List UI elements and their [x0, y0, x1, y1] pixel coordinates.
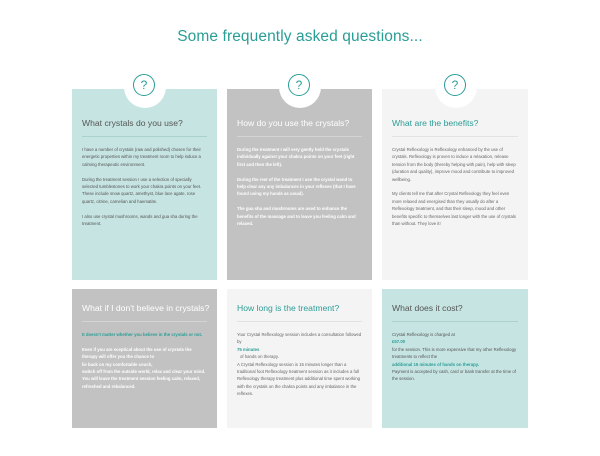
faq-card-not-believe	[72, 289, 217, 428]
faq-card-title: How do you use the crystals?	[237, 118, 350, 128]
divider	[237, 136, 362, 137]
faq-card-text: I have a number of crystals (raw and polished) chosen for their energetic properties within my treatment room to help induce a calming therapeutic environment.	[82, 147, 201, 167]
faq-card-text: Crystal Reflexology is Reflexology enhanced by the use of crystals. Reflexology is proven to induce a relaxation, release tension from the body (thereby helping with pain), help with sleep (duration and quality), improve mood and contribute to improved wellbeing.	[392, 147, 516, 182]
faq-card-title: What crystals do you use?	[82, 118, 183, 128]
question-badge	[124, 66, 166, 108]
faq-card-text: lie back on my comfortable couch,	[82, 361, 153, 367]
question-badge	[435, 66, 477, 108]
extra-time-highlight: additional 15 minutes of hands on therapy.	[392, 361, 480, 367]
faq-card-text: During the treatment session I use a selection of specially selected tumblestones to work your chakra points on your feet. These include snow quartz, amethyst, blue lace agate, rose quartz, citrine, carnelian and haematite.	[82, 176, 202, 204]
faq-card-text: Payment is accepted by cash, card or bank transfer at the time of the session.	[392, 369, 516, 382]
faq-card-text: During the treatment I will very gently hold the crystals individually against your chakra points on your feet (right first and then the left).	[237, 147, 355, 167]
faq-card-text: During the rest of the treatment I use the crystal wand to help clear any any imbalances in your reflexes (that I have found using my hands as usual).	[237, 176, 356, 197]
divider	[82, 321, 207, 322]
faq-card-duration	[227, 289, 372, 428]
faq-card-benefits	[382, 89, 528, 280]
faq-card-text: of hands on therapy.	[240, 354, 279, 360]
divider	[82, 136, 207, 137]
faq-card-text: Your Crystal Reflexology session includes a consultation followed by	[237, 332, 362, 345]
faq-card-how-used	[227, 89, 372, 280]
faq-card-text: The gua sha and mushrooms are used to enhance the benefits of the massage and to leave you feeling calm and relaxed.	[237, 206, 356, 227]
question-badge	[279, 66, 321, 108]
faq-card-text: for the session. This is more expensive that my other Reflexology treatments to reflect the	[392, 346, 517, 360]
divider	[392, 321, 518, 322]
divider	[392, 136, 518, 137]
faq-card-text: I also use crystal mushrooms, wands and gua sha during the treatment.	[82, 213, 198, 227]
price-value: £57.00	[392, 339, 406, 345]
faq-card-title: What are the benefits?	[392, 118, 479, 128]
faq-card-title: What if I don't believe in crystals?	[82, 303, 210, 313]
faq-heading: Some frequently asked questions...	[177, 28, 423, 45]
faq-card-text: My clients tell me that after Crystal Reflexology they feel even more relaxed and energised than they usually do after a Reflexology treatment, and that their sleep, mood and other benefits specific to themselves last longer with the use of crystals than without. They love it!	[392, 191, 516, 227]
faq-card-title: How long is the treatment?	[237, 303, 340, 313]
question-mark-icon: ?	[444, 74, 466, 96]
faq-card-text: switch off from the outside world, relax and clear your mind. You will leave the treatment session feeling calm, relaxed, refreshed and rebalanced.	[82, 369, 206, 389]
divider	[237, 321, 362, 322]
faq-card-cost	[382, 289, 528, 428]
question-mark-icon: ?	[133, 74, 155, 96]
faq-card-text: A Crystal Reflexology session is 15 minutes longer than a traditional foot Reflexology treatment session as it includes a full Reflexology therapy treatment plus additional time spent working with the crystals on the chakra points and any imbalance in the reflexes.	[237, 361, 361, 397]
faq-card-crystals	[72, 89, 217, 280]
question-mark-icon: ?	[288, 74, 310, 96]
duration-value: 75 minutes	[237, 346, 260, 352]
faq-card-highlight: It doesn't matter whether you believe in the crystals or not.	[82, 332, 203, 337]
faq-card-title: What does it cost?	[392, 303, 463, 313]
faq-card-text: Even if you are sceptical about the use of crystals the therapy will offer you the chance to	[82, 346, 192, 360]
faq-card-text: Crystal Reflexology is charged at	[392, 332, 455, 337]
